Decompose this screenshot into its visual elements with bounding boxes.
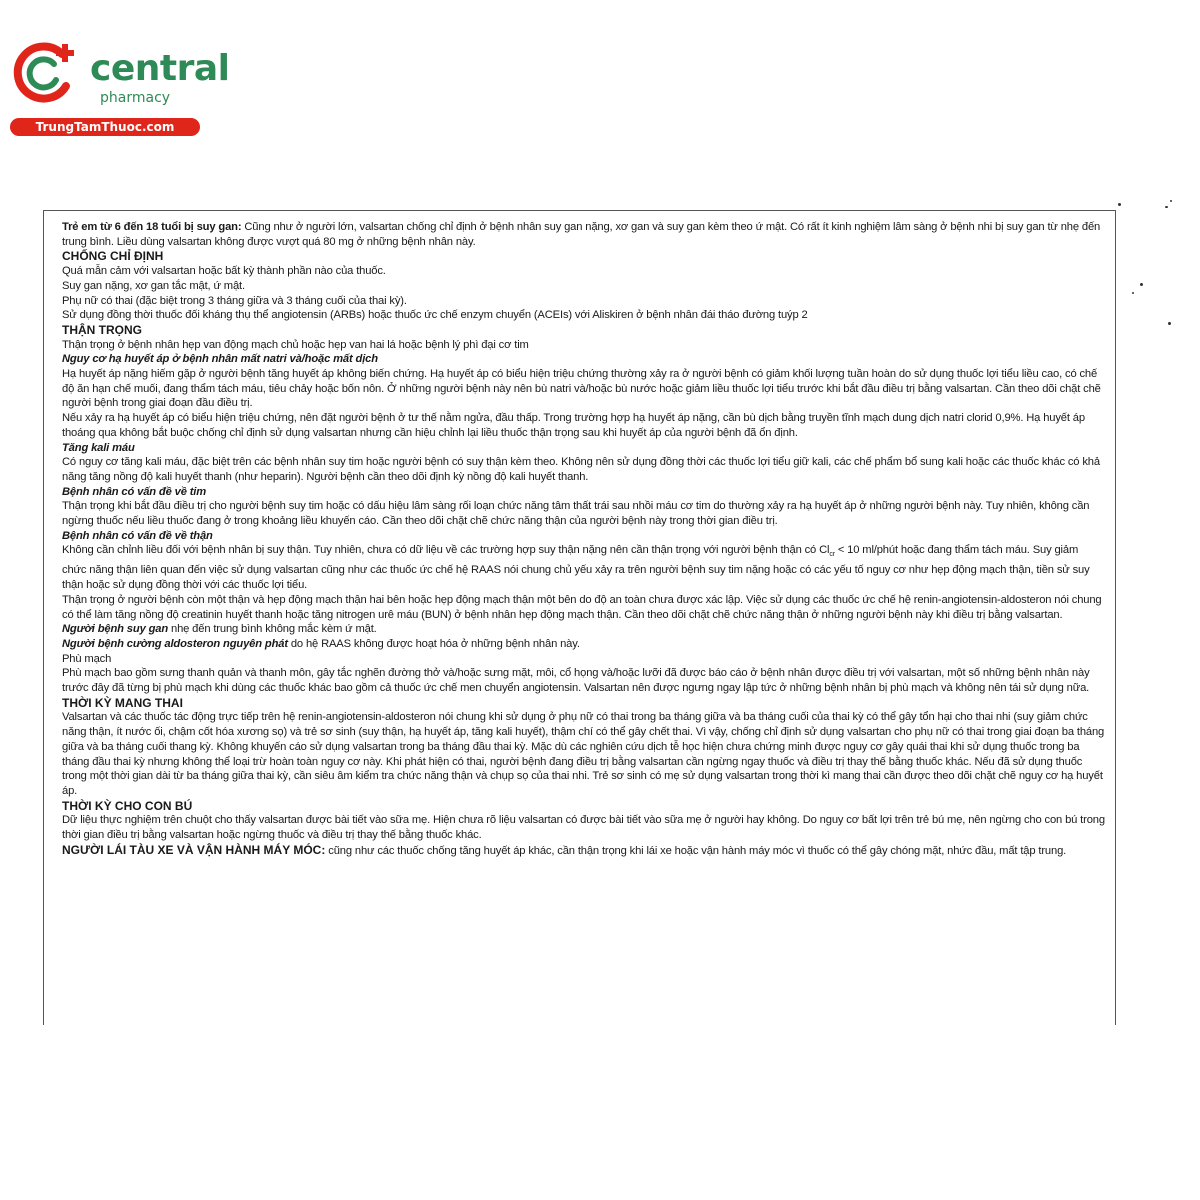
leaflet-page [43, 210, 1116, 1025]
subheading-heart: Bệnh nhân có vấn đề về tim [62, 485, 207, 498]
paragraph-text: Valsartan và các thuốc tác động trực tiếp trên hệ renin-angiotensin-aldosteron nói chung khi sử dụng ở phụ nữ có thai trong ba tháng giữa và ba tháng cuối của thai kỳ có thể gây tổn hại cho thai nhi (suy giảm chức năng thận, ít nước ối, chậm cốt hóa xương sọ) và trẻ sơ sinh (suy thận, hạ huyết áp, tăng kali huyết), thậm chí có thể gây chết thai. Vì vậy, chống chỉ định sử dụng valsartan cho phụ nữ có thai trong giai đoạn ba tháng giữa và ba tháng cuối thang kỳ. Không khuyến cáo sử dụng valsartan trong ba tháng đầu thai kỳ. Mặc dù các nghiên cứu dịch tễ học hiện chưa chứng minh được nguy cơ gây quái thai khi sử dụng thuốc trong ba tháng đầu thai kỳ nhưng không thể loại trừ hoàn toàn nguy cơ này. Khi phát hiện có thai, người bệnh đang điều trị bằng valsartan cần ngừng ngay thuốc và điều trị thay thế bằng thuốc khác. Nếu đã sử dụng thuốc trong một thời gian dài từ ba tháng giữa thai kỳ, cần siêu âm kiểm tra chức năng thận và chụp sọ của thai nhi. Trẻ sơ sinh có mẹ sử dụng valsartan trong thời kì mang thai cần được theo dõi chặt chẽ nguy cơ hạ huyết áp. [62, 711, 1105, 797]
contraindication-item: Sử dụng đồng thời thuốc đối kháng thụ thể angiotensin (ARBs) hoặc thuốc ức chế enzym chuyển (ACEIs) với Aliskiren ở bệnh nhân đái tháo đường tuýp 2 [62, 309, 808, 322]
heading-precautions: THẬN TRỌNG [62, 322, 142, 337]
subheading-kidney: Bệnh nhân có vấn đề về thận [62, 529, 213, 542]
central-pharmacy-logo-icon [10, 38, 80, 108]
paragraph-text: Thận trọng khi bắt đầu điều trị cho người bệnh suy tim hoặc có dấu hiệu lâm sàng rối loạn chức năng tâm thất trái sau nhồi máu cơ tim do thường xảy ra hạ huyết áp ở những người bệnh này. Tuy nhiên, không cần ngừng thuốc nếu liều thuốc đang ở trong khoảng liều khuyến cáo. Cần theo dõi chặt chẽ chức năng thận của người bệnh này trong thời gian điều trị. [62, 500, 1090, 528]
scan-speck [1140, 283, 1143, 286]
paragraph-text: cũng như các thuốc chống tăng huyết áp khác, cần thận trọng khi lái xe hoặc vận hành máy móc vì thuốc có thể gây chóng mặt, nhức đầu, mất tập trung. [325, 844, 1067, 857]
paragraph-text: < 10 ml/phút hoặc đang thẩm tách máu. Suy giảm chức năng thận liên quan đến việc sử dụng valsartan cũng như các thuốc ức chế hệ RAAS nói chung chủ yếu xảy ra trên người bệnh suy tim nặng hoặc có các yếu tố nguy cơ như hẹp động mạch thận, tiền sử suy thận hoặc sử dụng đồng thời với các thuốc lợi tiểu. [62, 544, 1090, 592]
scan-speck [1118, 203, 1121, 206]
paragraph-text: Thận trọng ở bệnh nhân hẹp van động mạch chủ hoặc hẹp van hai lá hoặc bệnh lý phì đại cơ tim [62, 338, 529, 351]
paragraph-text: Không cần chỉnh liều đối với bệnh nhân bị suy thận. Tuy nhiên, chưa có dữ liệu về các trường hợp suy thận nặng nên cần thận trọng với người bệnh thận có Cl [62, 544, 830, 557]
brand-subtitle: pharmacy [100, 90, 171, 106]
paragraph-text: Cũng như ở người lớn, valsartan chống chỉ định ở bệnh nhân suy gan nặng, xơ gan và suy gan kèm theo ứ mật. Có rất ít kinh nghiệm lâm sàng ở bệnh nhi bị suy gan từ nhẹ đến trung bình. Liều dùng valsartan không được vượt quá 80 mg ở những bệnh nhân này. [62, 221, 1101, 248]
label-angioedema: Phù mạch [62, 652, 112, 665]
paragraph-lead: Người bệnh cường aldosteron nguyên phát [62, 637, 288, 650]
paragraph-driving [62, 843, 1105, 859]
paragraph-text: Nếu xảy ra hạ huyết áp có biểu hiện triệu chứng, nên đặt người bệnh ở tư thế nằm ngửa, đầu thấp. Trong trường hợp hạ huyết áp nặng, cần bù dịch bằng truyền tĩnh mạch dung dịch natri clorid 0,9%. Hạ huyết áp thoáng qua không bắt buộc chống chỉ định sử dụng valsartan nhưng cần hiệu chỉnh lại liều thuốc thận trọng sau khi huyết áp của người bệnh đã ổn định. [62, 412, 1085, 439]
heading-pregnancy: THỜI KỲ MANG THAI [62, 695, 183, 710]
brand-url: TrungTamThuoc.com [10, 118, 200, 136]
heading-breastfeeding: THỜI KỲ CHO CON BÚ [62, 798, 193, 813]
contraindication-item: Phụ nữ có thai (đặc biệt trong 3 tháng giữa và 3 tháng cuối của thai kỳ). [62, 294, 407, 307]
subheading-hypotension: Nguy cơ hạ huyết áp ở bệnh nhân mất natri và/hoặc mất dịch [62, 353, 378, 366]
paragraph-kidney [62, 543, 1105, 592]
brand-logo [10, 38, 230, 138]
paragraph-lead: Trẻ em từ 6 đến 18 tuổi bị suy gan: [62, 221, 242, 233]
brand-name: central [90, 48, 230, 89]
paragraph-text: Phù mạch bao gồm sưng thanh quản và thanh môn, gây tắc nghẽn đường thở và/hoặc sưng mặt, môi, cổ họng và/hoặc lưỡi đã được báo cáo ở bệnh nhân được điều trị với valsartan, một số những bệnh nhân này trước đây đã từng bị phù mạch khi dùng các thuốc khác bao gồm cả thuốc ức chế men chuyển angiotensin. Valsartan nên được ngưng ngay lập tức ở những bệnh nhân bị phù mạch và không nên tái sử dụng nữa. [62, 667, 1090, 695]
paragraph-text: Có nguy cơ tăng kali máu, đặc biệt trên các bệnh nhân suy tim hoặc người bệnh có suy thận kèm theo. Không nên sử dụng đồng thời các thuốc lợi tiểu giữ kali, các chế phẩm bổ sung kali hoặc các thuốc khác có khả năng tăng nồng độ kali huyết thanh (như heparin). Người bệnh cần theo dõi định kỳ nồng độ kali huyết thanh. [62, 456, 1100, 483]
heading-contraindications: CHỐNG CHỈ ĐỊNH [62, 249, 164, 264]
paragraph-text: Hạ huyết áp nặng hiếm gặp ở người bệnh tăng huyết áp không biến chứng. Hạ huyết áp có biểu hiện triệu chứng thường xảy ra ở người bệnh có giảm khối lượng tuần hoàn do sử dụng thuốc lợi tiểu liều cao, có chế độ ăn hạn chế muối, đang thẩm tách máu, tiêu chảy hoặc bốn nôn. Ở những người bệnh này nên bù natri và/hoặc bù nước hoặc giảm liều thuốc lợi tiểu trước khi bắt đầu điều trị bằng valsartan. Cần theo dõi chặt chẽ người bệnh trong giai đoạn đầu điều trị. [62, 368, 1101, 410]
contraindication-item: Suy gan nặng, xơ gan tắc mật, ứ mật. [62, 279, 245, 292]
subheading-hyperkalemia: Tăng kali máu [62, 441, 135, 454]
paragraph-liver [62, 622, 1105, 637]
paragraph-lead: Người bệnh suy gan [62, 623, 169, 636]
paragraph-aldosteronism [62, 637, 1105, 652]
paragraph-text: nhẹ đến trung bình không mắc kèm ứ mật. [168, 623, 377, 636]
subscript-cr: cr [829, 551, 835, 559]
paragraph-text: Thận trọng ở người bệnh còn một thận và hẹp động mạch thận hai bên hoặc hẹp động mạch thận một bên do độ an toàn chưa được xác lập. Việc sử dụng các thuốc ức chế hệ renin-angiotensin-aldosteron nói chung có thể làm tăng nồng độ creatinin huyết thanh hoặc tăng nitrogen urê máu (BUN) ở bệnh nhân hẹp động mạch thận. Cần theo dõi chặt chẽ chức năng thận ở những người bệnh này khi điều trị bằng valsartan. [62, 593, 1102, 621]
scan-speck [1165, 206, 1168, 208]
paragraph-children-liver [62, 220, 1105, 249]
paragraph-text: Dữ liệu thực nghiệm trên chuột cho thấy valsartan được bài tiết vào sữa mẹ. Hiện chưa rõ liệu valsartan có được bài tiết vào sữa mẹ ở người hay không. Do nguy cơ bất lợi trên trẻ bú mẹ, nên ngừng cho con bú trong thời gian điều trị bằng valsartan hoặc ngừng thuốc và điều trị thay thế bằng thuốc khác. [62, 814, 1105, 842]
contraindication-item: Quá mẫn cảm với valsartan hoặc bất kỳ thành phần nào của thuốc. [62, 265, 386, 278]
scan-speck [1132, 292, 1134, 294]
paragraph-lead: NGƯỜI LÁI TÀU XE VÀ VẬN HÀNH MÁY MÓC: [62, 842, 326, 857]
scan-speck [1170, 200, 1172, 202]
scan-speck [1168, 322, 1171, 325]
paragraph-text: do hệ RAAS không được hoạt hóa ở những bệnh nhân này. [287, 637, 580, 650]
